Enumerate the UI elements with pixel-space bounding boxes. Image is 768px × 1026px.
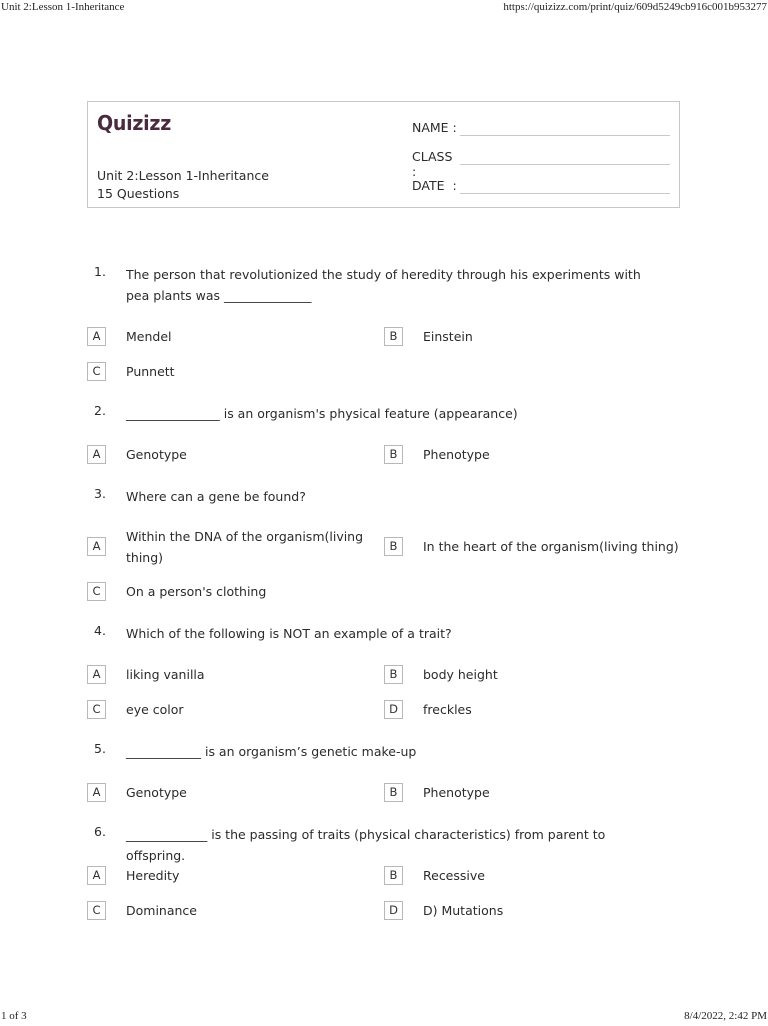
question-number: 4. <box>94 623 106 638</box>
option-text: In the heart of the organism(living thing) <box>423 539 679 554</box>
option-text: Phenotype <box>423 785 490 800</box>
option-text: Dominance <box>126 903 197 918</box>
class-line[interactable] <box>460 164 670 165</box>
quizizz-logo-icon <box>97 110 173 136</box>
option-letter[interactable]: B <box>384 665 403 684</box>
option-text: Genotype <box>126 785 187 800</box>
option-letter[interactable]: A <box>87 445 106 464</box>
name-field <box>412 120 460 135</box>
option-letter[interactable]: C <box>87 700 106 719</box>
option-letter[interactable]: B <box>384 866 403 885</box>
option-text: On a person's clothing <box>126 584 267 599</box>
option-letter[interactable]: A <box>87 866 106 885</box>
option-text: Genotype <box>126 447 187 462</box>
quiz-header-card <box>87 101 680 208</box>
print-datetime: 8/4/2022, 2:42 PM <box>684 1010 767 1022</box>
option-letter[interactable]: A <box>87 783 106 802</box>
option-letter[interactable]: B <box>384 783 403 802</box>
option-text: Heredity <box>126 868 180 883</box>
option-letter[interactable]: D <box>384 700 403 719</box>
date-field <box>412 178 460 193</box>
option-letter[interactable]: C <box>87 901 106 920</box>
option-text: freckles <box>423 702 472 717</box>
question-number: 3. <box>94 486 106 501</box>
option-text: body height <box>423 667 498 682</box>
question-number: 1. <box>94 264 106 279</box>
question-text: Which of the following is NOT an example of a trait? <box>126 626 452 641</box>
date-line[interactable] <box>460 193 670 194</box>
name-label: NAME : <box>412 120 457 135</box>
quizizz-logo <box>97 110 173 141</box>
question-text: The person that revolutionized the study of heredity through his experiments with pea plants was ______________ <box>126 267 641 303</box>
option-text: Einstein <box>423 329 473 344</box>
option-text: D) Mutations <box>423 903 504 918</box>
option-letter[interactable]: C <box>87 582 106 601</box>
option-text: Phenotype <box>423 447 490 462</box>
option-text: Punnett <box>126 364 175 379</box>
question-text: ____________ is an organism’s genetic make-up <box>126 744 417 759</box>
print-url: https://quizizz.com/print/quiz/609d5249cb916c001b953277 <box>503 1 767 13</box>
class-field <box>412 149 460 179</box>
option-letter[interactable]: C <box>87 362 106 381</box>
class-label: CLASS : <box>412 149 453 179</box>
question-number: 2. <box>94 403 106 418</box>
option-text: Recessive <box>423 868 485 883</box>
name-line[interactable] <box>460 135 670 136</box>
quiz-title: Unit 2:Lesson 1-Inheritance <box>97 168 269 183</box>
question-text: _____________ is the passing of traits (physical characteristics) from parent to offspring. <box>126 827 606 863</box>
page-number: 1 of 3 <box>1 1010 27 1022</box>
option-text: Within the DNA of the organism(living thing) <box>126 529 364 565</box>
option-letter[interactable]: B <box>384 327 403 346</box>
option-text: Mendel <box>126 329 172 344</box>
option-letter[interactable]: A <box>87 537 106 556</box>
question-count: 15 Questions <box>97 186 180 201</box>
date-label: DATE : <box>412 178 457 193</box>
question-number: 6. <box>94 824 106 839</box>
option-letter[interactable]: D <box>384 901 403 920</box>
option-letter[interactable]: B <box>384 445 403 464</box>
question-text: _______________ is an organism's physical feature (appearance) <box>126 406 518 421</box>
print-title: Unit 2:Lesson 1-Inheritance <box>1 1 125 13</box>
option-text: liking vanilla <box>126 667 205 682</box>
svg-text:Quizizz: Quizizz <box>97 111 171 135</box>
print-header <box>0 1 768 17</box>
option-letter[interactable]: B <box>384 537 403 556</box>
option-text: eye color <box>126 702 184 717</box>
option-letter[interactable]: A <box>87 665 106 684</box>
question-text: Where can a gene be found? <box>126 489 306 504</box>
option-letter[interactable]: A <box>87 327 106 346</box>
question-number: 5. <box>94 741 106 756</box>
